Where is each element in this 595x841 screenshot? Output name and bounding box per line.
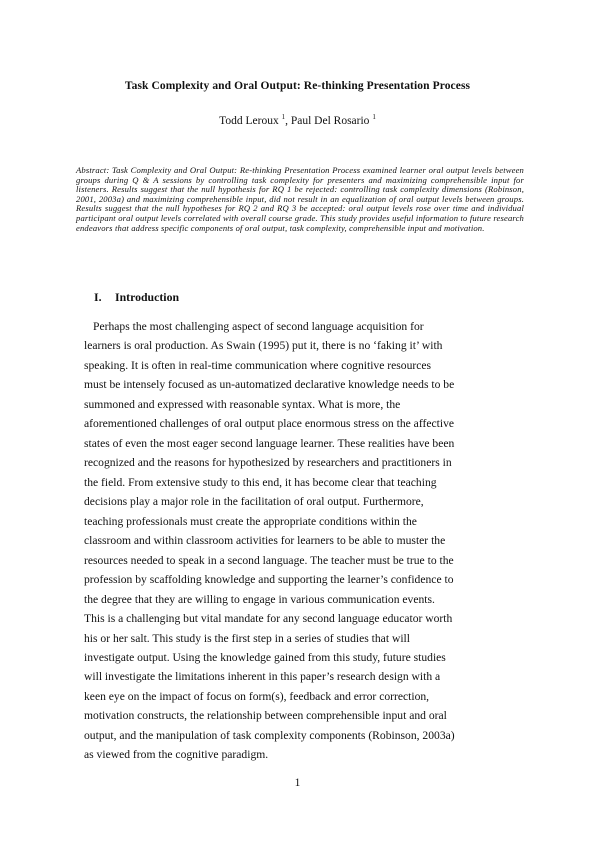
author-separator: , (285, 115, 291, 127)
body-line: as viewed from the cognitive paradigm. (84, 748, 269, 762)
body-line: the field. From extensive study to this end, it has become clear that teaching (84, 475, 437, 489)
body-line: must be intensely focused as un-automatized declarative knowledge needs to be (84, 378, 455, 392)
section-number: I. (94, 290, 102, 304)
page-number: 1 (294, 777, 301, 789)
body-line: the degree that they are willing to engage in various communication events. (84, 592, 435, 606)
author-affiliation-mark: 1 (281, 113, 286, 122)
body-line: motivation constructs, the relationship between comprehensible input and oral (84, 709, 447, 723)
body-line: resources needed to speak in a second language. The teacher must be true to the (84, 553, 454, 567)
body-line: aforementioned challenges of oral output place enormous stress on the affective (84, 417, 455, 431)
section-title: Introduction (115, 290, 180, 304)
body-line: This is a challenging but vital mandate for any second language educator worth (84, 612, 453, 626)
author-name: Todd Leroux (219, 115, 279, 127)
body-line: profession by scaffolding knowledge and supporting the learner’s confidence to (84, 573, 454, 587)
paper-title: Task Complexity and Oral Output: Re-thinking Presentation Process (124, 80, 471, 92)
author-name: Paul Del Rosario (290, 115, 370, 127)
body-line: states of even the most eager second language learner. These realities have been (84, 436, 455, 450)
body-line: teaching professionals must create the appropriate conditions within the (84, 514, 417, 528)
abstract: Abstract: Task Complexity and Oral Output: Re-thinking Presentation Process examined learner oral output levels between groups during Q & A sessions by controlling task complexity for presenters and maximizing comprehensible input for listeners. Results suggest that the null hypothesis for RQ 1 be rejected: controlling task complexity dimensions (Robinson, 2001, 2003a) and maximizing comprehensible input, did not result in an equalization of oral output levels between groups. Results suggest that the null hypotheses for RQ 2 and RQ 3 be accepted: oral output levels rose over time and individual participant oral output levels correlated with overall course grade. This study provides useful information to future research endeavors that address specific components of oral output, task complexity, comprehensible input and motivation. (76, 165, 524, 233)
body-line: classroom and within classroom activities for learners to be able to muster the (84, 534, 446, 548)
body-line: recognized and the reasons for hypothesized by researchers and practitioners in (84, 456, 452, 470)
body-paragraph (84, 317, 520, 765)
body-line: speaking. It is often in real-time communication where cognitive resources (84, 358, 432, 372)
body-line: his or her salt. This study is the first step in a series of studies that will (84, 631, 410, 645)
body-line: summoned and expressed with reasonable syntax. What is more, the (84, 397, 401, 411)
body-line: Perhaps the most challenging aspect of second language acquisition for (93, 320, 424, 333)
body-line: keen eye on the impact of focus on form(s), feedback and error correction, (84, 689, 430, 703)
body-line: learners is oral production. As Swain (1995) put it, there is no ‘faking it’ with (84, 339, 443, 353)
author-affiliation-mark: 1 (372, 113, 376, 122)
body-line: will investigate the limitations inherent in this paper’s research design with a (84, 670, 441, 684)
section-heading (94, 290, 179, 305)
body-line: investigate output. Using the knowledge gained from this study, future studies (84, 650, 446, 664)
author-line (0, 115, 595, 127)
body-line: decisions play a major role in the facilitation of oral output. Furthermore, (84, 495, 424, 509)
body-line: output, and the manipulation of task complexity components (Robinson, 2003a) (84, 728, 455, 742)
